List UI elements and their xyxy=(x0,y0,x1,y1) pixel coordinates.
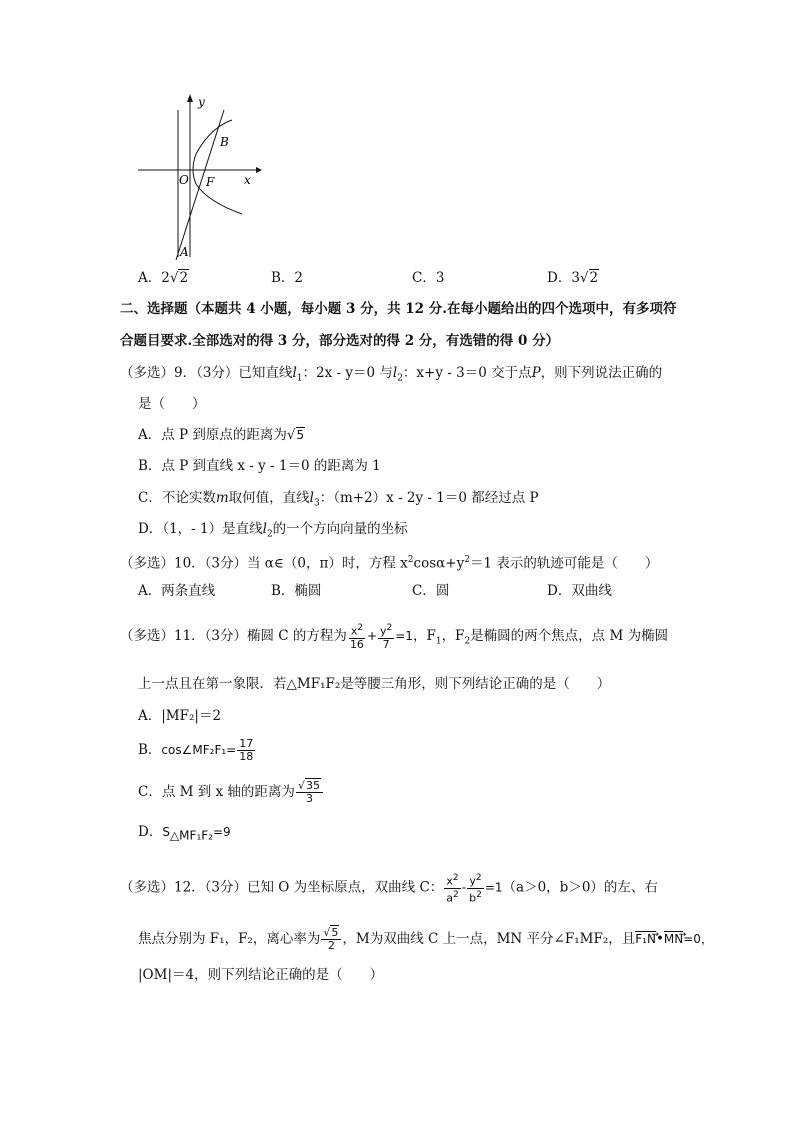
q11-stem-line2: 上一点且在第一象限．若△MF₁F₂是等腰三角形，则下列结论正确的是（ ） xyxy=(138,676,611,692)
q8-option-c: C．3 xyxy=(412,270,445,286)
y-axis-arrow xyxy=(187,94,193,102)
hyperbola-graph xyxy=(132,92,262,262)
q11-option-c: C．点 M 到 x 轴的距离为 $\frac{√35}{3}$ xyxy=(138,777,324,807)
q12-stem: （多选）12．（3分）已知 O 为坐标原点，双曲线 C： $\frac{x^2}{a^2}$ - $\frac{y^2}{b^2}$ =1（a＞0，b＞0）的左、右 xyxy=(120,873,658,905)
curve xyxy=(193,120,242,214)
label-f: F xyxy=(206,175,215,189)
q9-option-b: B．点 P 到直线 x - y - 1＝0 的距离为 1 xyxy=(138,458,381,474)
q11-option-a: A．|MF₂|＝2 xyxy=(138,708,222,724)
q12-stem-line2: 焦点分别为 F₁，F₂，离心率为 $\frac{√5}{2}$ ，M为双曲线 C 上一点，MN 平分∠F₁MF₂，且F₁N →•MN →=0， xyxy=(138,924,713,954)
q10-option-b: B．椭圆 xyxy=(271,583,322,599)
q8-option-d: D．3√2 xyxy=(547,270,599,286)
q9-option-c: C．不论实数m取何值，直线$l_3$：（m+2）x - 2y - 1＝0 都经过点 P xyxy=(138,490,539,509)
label-a: A xyxy=(180,245,189,259)
x-axis-arrow xyxy=(256,167,262,173)
q11-option-b: B．cos∠MF₂F₁= $\frac{17}{18}$ xyxy=(138,737,254,763)
q9-stem-line2: 是（ ） xyxy=(138,396,206,412)
q11-option-d: D．$S_{\triangle MF_1F_2}=9$ xyxy=(138,824,231,843)
label-y: y xyxy=(198,95,205,109)
q9-option-d: D．（1，- 1）是直线$l_2$的一个方向向量的坐标 xyxy=(138,521,408,540)
section-2-heading-line2: 合题目要求.全部选对的得 3 分，部分选对的得 2 分，有选错的得 0 分） xyxy=(120,333,560,349)
q9-option-a: A．点 P 到原点的距离为√5 xyxy=(138,427,305,443)
section-2-heading-line1: 二、选择题（本题共 4 小题，每小题 3 分，共 12 分.在每小题给出的四个选项中，有多项符 xyxy=(120,301,677,317)
q12-stem-line3: |OM|＝4，则下列结论正确的是（ ） xyxy=(138,967,384,983)
q8-option-b: B．2 xyxy=(271,270,304,286)
q11-stem: （多选）11．（3分）椭圆 C 的方程为 $\frac{x^2}{16}$ + $\frac{y^2}{7}$ =1，$F_1$，$F_2$是椭圆的两个焦点，点 M 为椭圆 xyxy=(120,623,669,651)
label-x: x xyxy=(244,173,251,187)
q10-option-c: C．圆 xyxy=(412,583,450,599)
label-b: B xyxy=(220,135,229,149)
label-o: O xyxy=(179,173,189,187)
q10-option-a: A．两条直线 xyxy=(138,583,216,599)
q8-option-a: A．2√2 xyxy=(138,270,189,286)
q10-stem: （多选）10．（3分）当 α∈（0，π）时，方程 $x^2\cos\alpha+y^2=1$ 表示的轨迹可能是（ ） xyxy=(120,555,659,572)
q10-option-d: D．双曲线 xyxy=(547,583,612,599)
q9-stem: （多选）9．（3分）已知直线$l_1$：2x - y＝0 与$l_2$：x+y - 3＝0 交于点P，则下列说法正确的 xyxy=(120,365,663,384)
